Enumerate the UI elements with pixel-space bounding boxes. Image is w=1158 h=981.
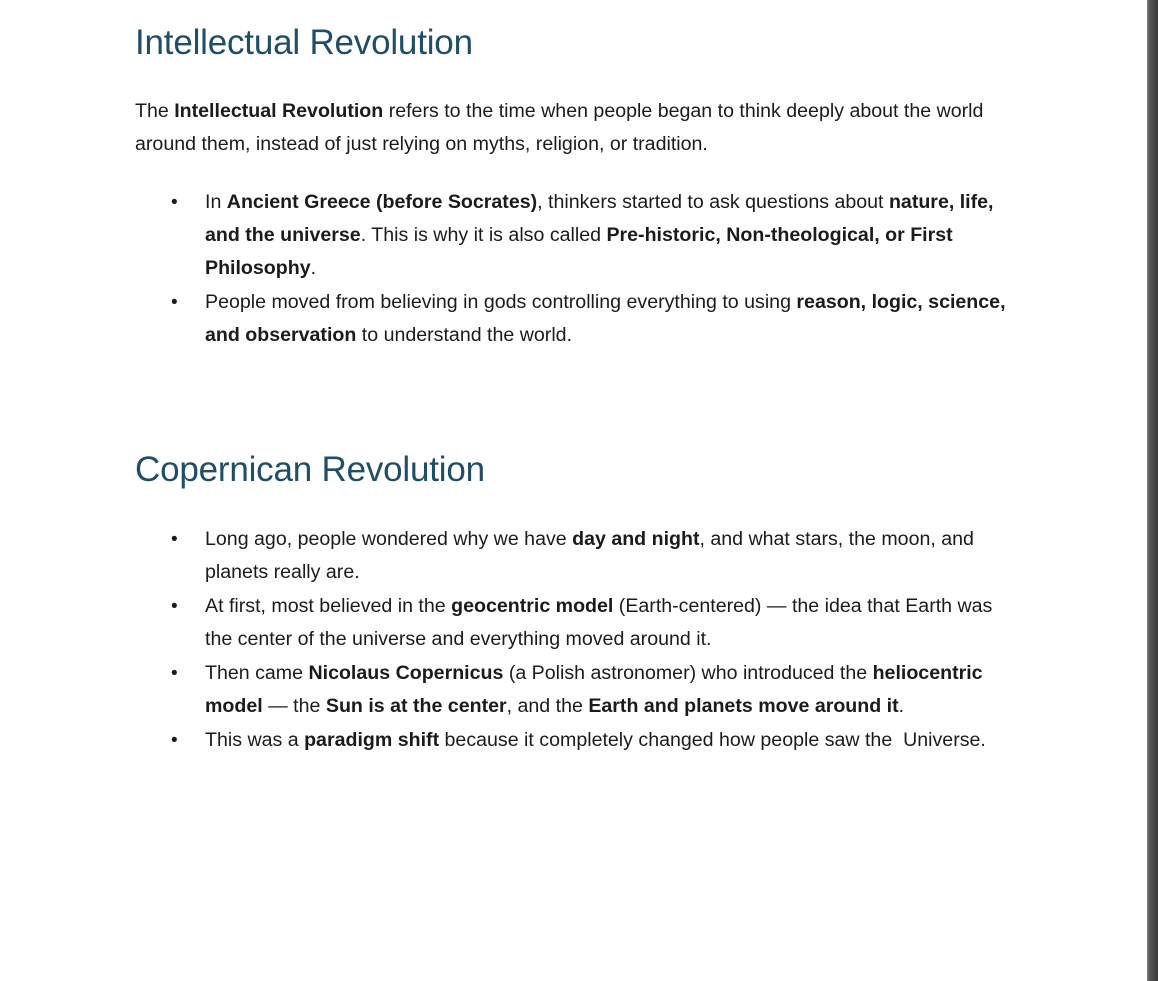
window-edge-scrollbar[interactable]: [1147, 0, 1158, 981]
text-run: . This is why it is also called: [360, 224, 607, 246]
list-item: [135, 590, 1015, 656]
text-run: , thinkers started to ask questions about: [537, 191, 889, 213]
text-run: Then came: [205, 662, 309, 684]
bold-run: Earth and planets move around it: [588, 695, 899, 717]
text-run: refers to the time when people began to think deeply about the world around them, instead of just relying on myths, religion, or tradition.: [135, 100, 984, 155]
copernican-bullet-list: [135, 523, 1015, 758]
bold-run: Intellectual Revolution: [174, 100, 384, 122]
text-run: The: [135, 100, 175, 122]
bold-run: heliocentric model: [205, 662, 983, 717]
text-run: This was a: [205, 729, 305, 751]
text-run: At first, most believed in the: [205, 595, 452, 617]
list-item: [135, 286, 1015, 352]
bold-run: reason, logic, science, and observation: [205, 291, 1006, 346]
bullet-icon: •: [171, 596, 178, 617]
bullet-icon: •: [171, 730, 178, 751]
bold-run: Pre-historic, Non-theological, or First Philosophy: [205, 224, 953, 279]
text-run: (Earth-centered) — the idea that Earth was the center of the universe and everything moved around it.: [205, 595, 993, 650]
text-run: , and what stars, the moon, and planets really are.: [205, 528, 974, 583]
text-run: People moved from believing in gods controlling everything to using: [205, 291, 797, 313]
list-item: [135, 657, 1015, 723]
bold-run: geocentric model: [451, 595, 614, 617]
intellectual-bullet-list: [135, 186, 1015, 353]
bullet-icon: •: [171, 663, 178, 684]
text-run: , and the: [506, 695, 589, 717]
text-run: (a Polish astronomer) who introduced the: [503, 662, 873, 684]
bullet-icon: •: [171, 529, 178, 550]
text-run: Long ago, people wondered why we have: [205, 528, 573, 550]
bold-run: Ancient Greece (before Socrates): [226, 191, 538, 213]
list-item: [135, 186, 1015, 285]
text-run: .: [898, 695, 905, 717]
list-item: [135, 523, 1015, 589]
text-run: because it completely changed how people saw the Universe.: [439, 729, 986, 751]
bullet-icon: •: [171, 192, 178, 213]
text-run: — the: [262, 695, 326, 717]
bold-run: nature, life, and the universe: [205, 191, 994, 246]
heading-copernican-revolution: Copernican Revolution: [135, 450, 485, 489]
text-run: In: [205, 191, 227, 213]
heading-intellectual-revolution: Intellectual Revolution: [135, 23, 473, 62]
list-item: [135, 724, 1015, 757]
bold-run: day and night: [572, 528, 700, 550]
intro-paragraph: [135, 95, 1015, 161]
bold-run: Sun is at the center: [325, 695, 507, 717]
bullet-icon: •: [171, 292, 178, 313]
text-run: .: [310, 257, 317, 279]
bold-run: paradigm shift: [304, 729, 440, 751]
bold-run: Nicolaus Copernicus: [308, 662, 504, 684]
text-run: to understand the world.: [356, 324, 573, 346]
